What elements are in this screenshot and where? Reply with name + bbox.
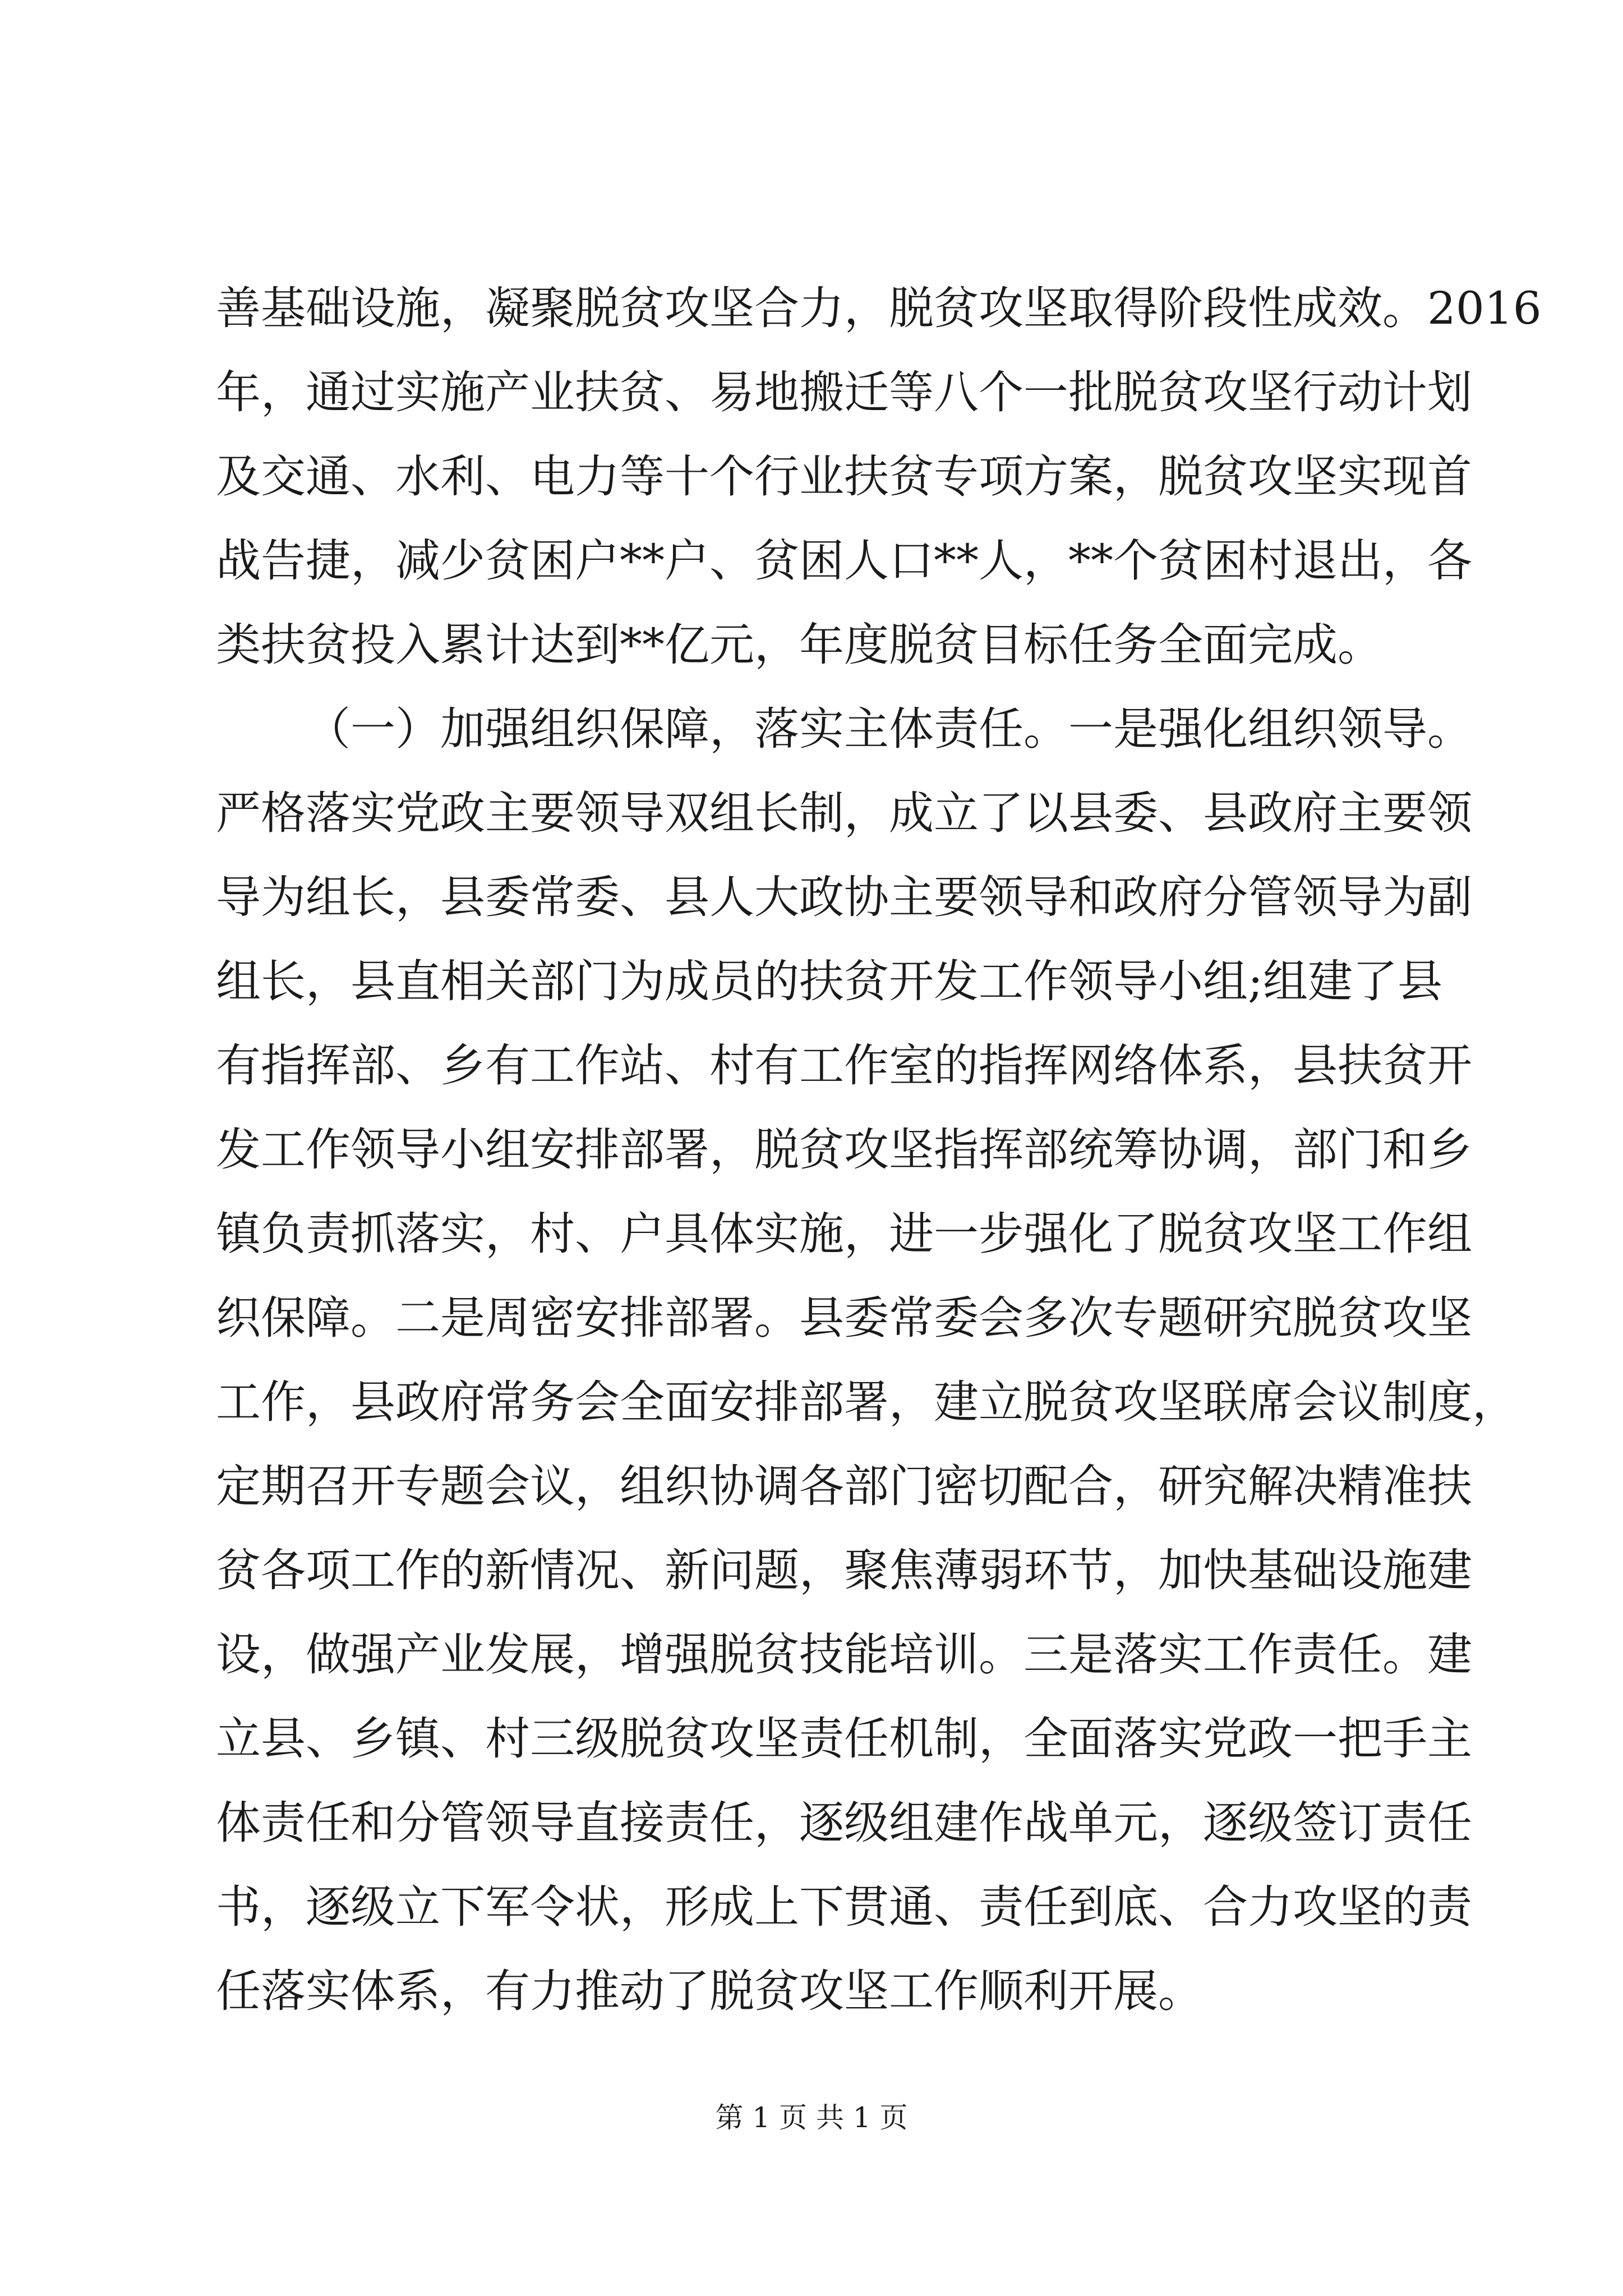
- text-line: 发工作领导小组安排部署，脱贫攻坚指挥部统筹协调，部门和乡: [216, 1124, 1472, 1176]
- page-footer: 第 1 页 共 1 页: [715, 2101, 908, 2134]
- text-line: 善基础设施，凝聚脱贫攻坚合力，脱贫攻坚取得阶段性成效。2016: [216, 282, 1542, 334]
- text-line: 立县、乡镇、村三级脱贫攻坚责任机制，全面落实党政一把手主: [216, 1713, 1472, 1765]
- text-line: 严格落实党政主要领导双组长制，成立了以县委、县政府主要领: [216, 787, 1472, 839]
- text-line: 织保障。二是周密安排部署。县委常委会多次专题研究脱贫攻坚: [216, 1292, 1472, 1344]
- text-line: 体责任和分管领导直接责任，逐级组建作战单元，逐级签订责任: [216, 1797, 1472, 1849]
- text-line: 有指挥部、乡有工作站、村有工作室的指挥网络体系，县扶贫开: [216, 1039, 1472, 1092]
- text-line: 工作，县政府常务会全面安排部署，建立脱贫攻坚联席会议制度，: [216, 1376, 1517, 1428]
- body-text: [216, 266, 1542, 2033]
- text-line: 书，逐级立下军令状，形成上下贯通、责任到底、合力攻坚的责: [216, 1881, 1472, 1933]
- text-line: 战告捷，减少贫困户**户、贫困人口**人，**个贫困村退出，各: [216, 535, 1472, 587]
- text-line: 年，通过实施产业扶贫、易地搬迁等八个一批脱贫攻坚行动计划: [216, 366, 1472, 418]
- text-line: 及交通、水利、电力等十个行业扶贫专项方案，脱贫攻坚实现首: [216, 450, 1472, 503]
- text-line: 组长，县直相关部门为成员的扶贫开发工作领导小组;组建了县: [216, 955, 1442, 1007]
- text-line: 设，做强产业发展，增强脱贫技能培训。三是落实工作责任。建: [216, 1628, 1472, 1681]
- text-line: 定期召开专题会议，组织协调各部门密切配合，研究解决精准扶: [216, 1460, 1472, 1512]
- text-line: 类扶贫投入累计达到**亿元，年度脱贫目标任务全面完成。: [216, 619, 1382, 671]
- text-line: 导为组长，县委常委、县人大政协主要领导和政府分管领导为副: [216, 871, 1472, 923]
- text-line: 镇负责抓落实，村、户具体实施，进一步强化了脱贫攻坚工作组: [216, 1208, 1472, 1260]
- text-line: 贫各项工作的新情况、新问题，聚焦薄弱环节，加快基础设施建: [216, 1544, 1472, 1596]
- section-heading-line: （一）加强组织保障，落实主体责任。一是强化组织领导。: [306, 703, 1472, 755]
- text-line: 任落实体系，有力推动了脱贫攻坚工作顺利开展。: [216, 1965, 1203, 2017]
